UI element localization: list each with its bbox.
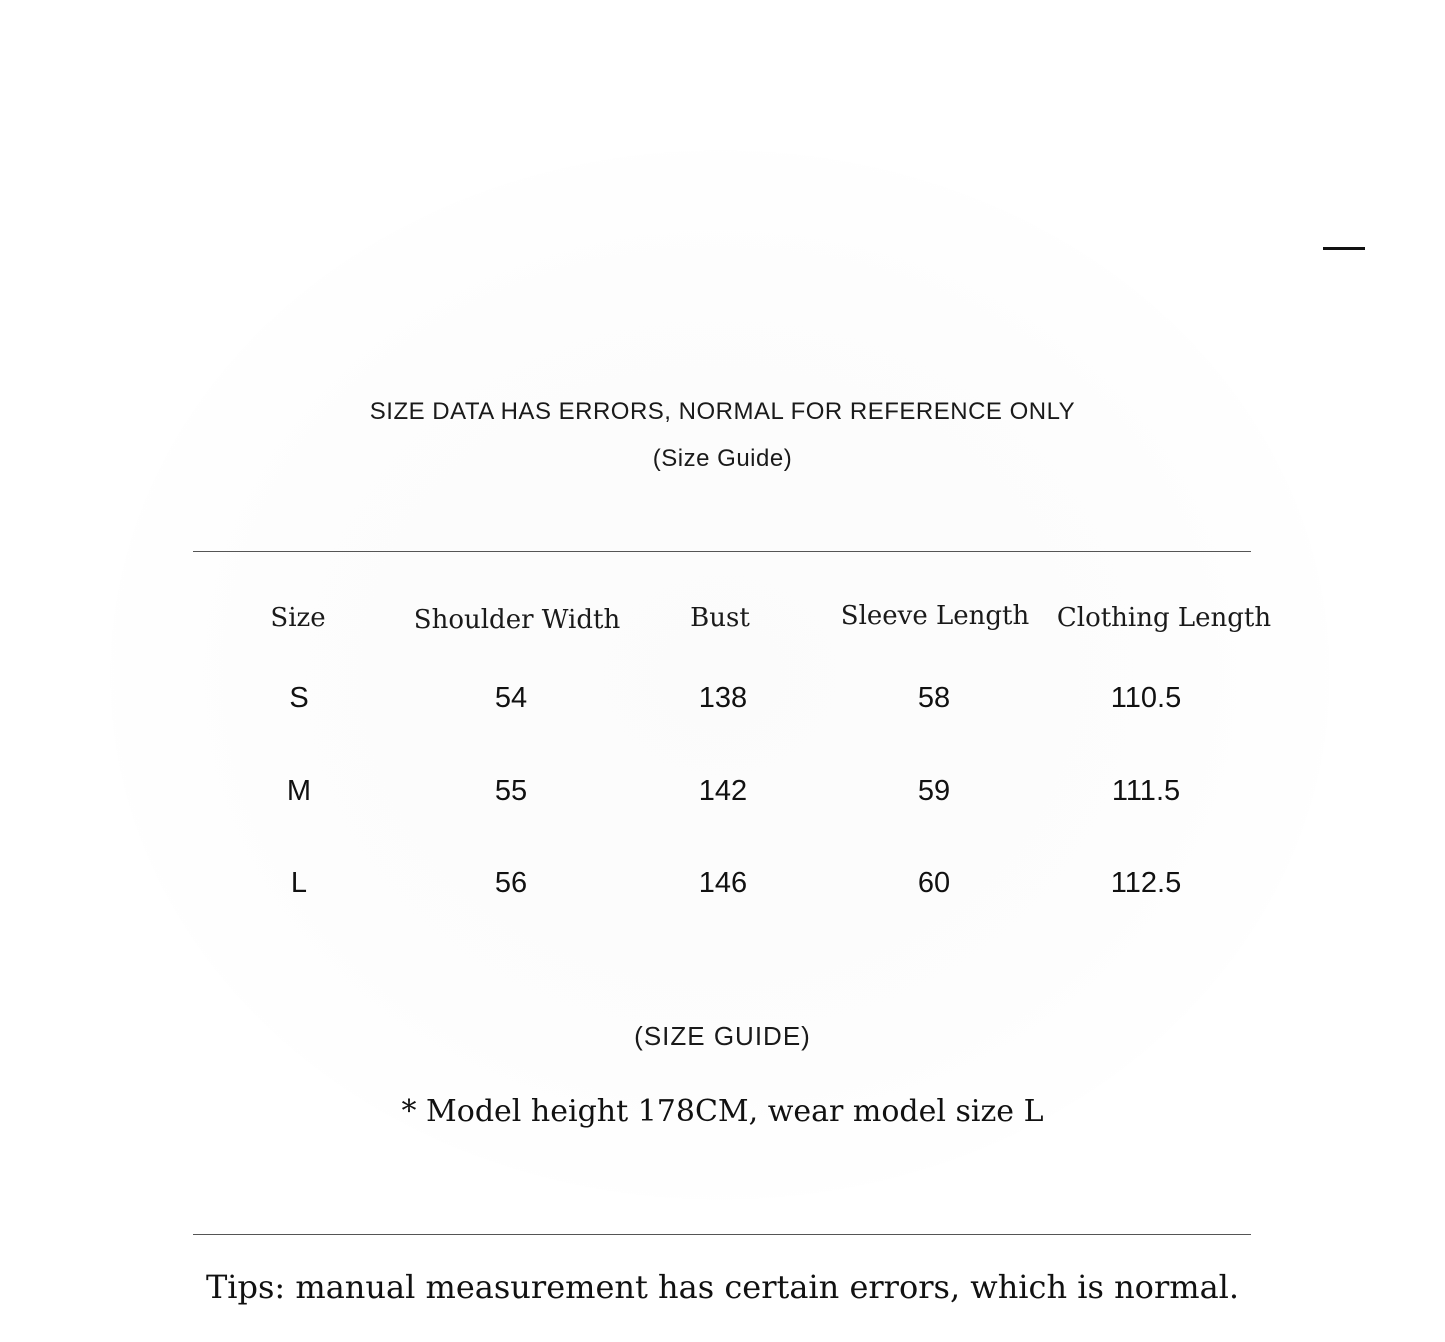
table-cell-sleeve-length: 59 [917,775,951,807]
table-cell-clothing-length: 110.5 [1110,682,1182,714]
divider-bottom [193,1234,1251,1235]
table-cell-clothing-length: 112.5 [1110,867,1182,899]
table-cell-bust: 142 [698,775,748,807]
table-cell-shoulder-width: 54 [494,682,528,714]
table-cell-size: S [289,682,309,714]
column-header-bust: Bust [690,603,750,633]
table-cell-shoulder-width: 55 [494,775,528,807]
divider-top [193,551,1251,552]
table-cell-shoulder-width: 56 [494,867,528,899]
size-guide-subtitle: (Size Guide) [652,445,793,472]
corner-dash-mark [1323,247,1365,250]
column-header-size: Size [270,603,326,633]
column-header-sleeve-length: Sleeve Length [840,601,1030,631]
column-header-clothing-length: Clothing Length [1056,603,1272,633]
model-height-note: * Model height 178CM, wear model size L [401,1094,1044,1129]
table-cell-size: L [290,867,308,899]
disclaimer-heading: SIZE DATA HAS ERRORS, NORMAL FOR REFERENCE ONLY [369,398,1076,425]
table-cell-sleeve-length: 58 [917,682,951,714]
size-guide-caption: (SIZE GUIDE) [634,1021,811,1051]
table-cell-bust: 138 [698,682,748,714]
table-cell-bust: 146 [698,867,748,899]
table-cell-size: M [286,775,312,807]
table-cell-sleeve-length: 60 [917,867,951,899]
column-header-shoulder-width: Shoulder Width [413,605,621,635]
measurement-tips: Tips: manual measurement has certain errors, which is normal. [205,1268,1240,1306]
table-cell-clothing-length: 111.5 [1111,775,1181,807]
